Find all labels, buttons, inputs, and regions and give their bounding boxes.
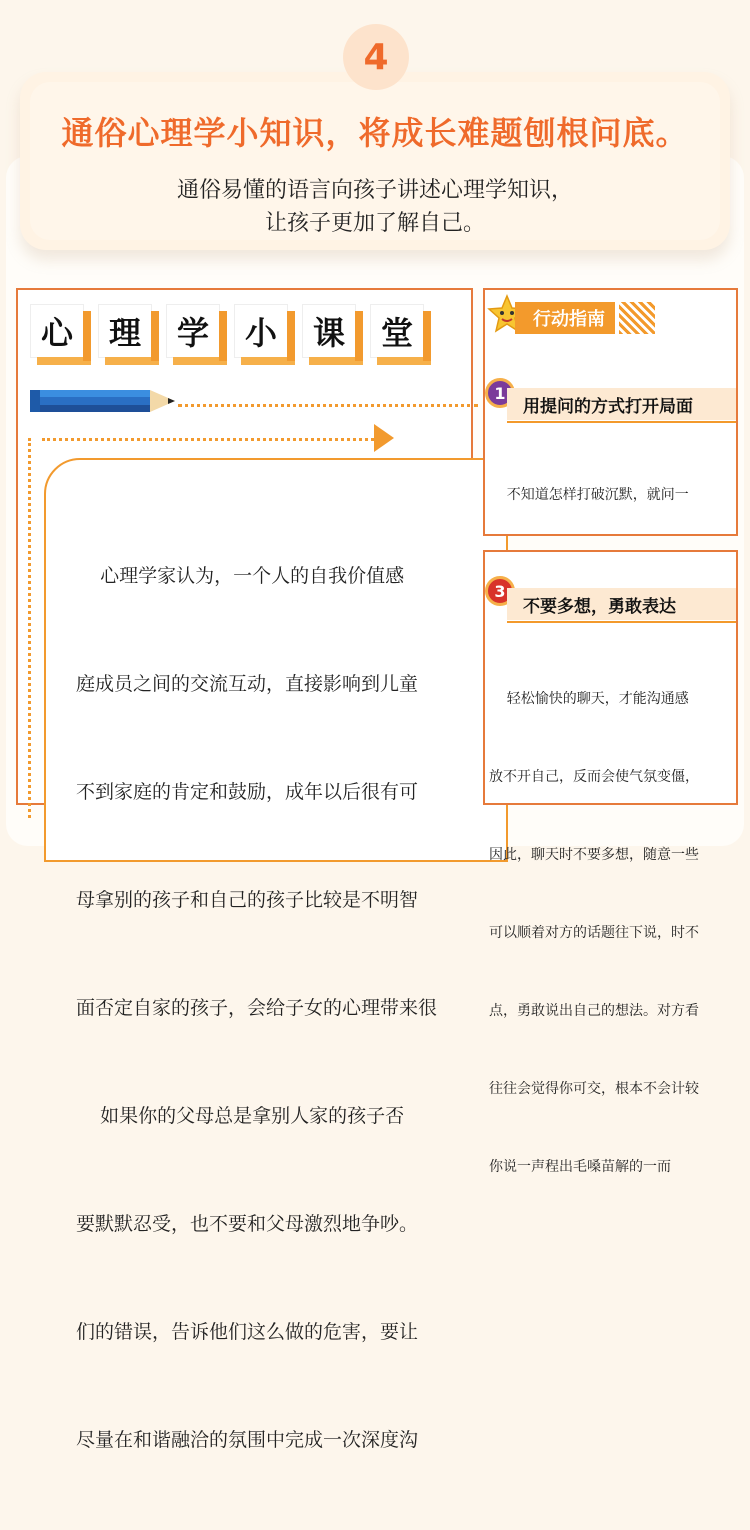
pencil-icon [30, 386, 180, 416]
title-tile: 心 [30, 304, 84, 358]
title-tile: 课 [302, 304, 356, 358]
section-number-badge: 1 [485, 378, 515, 408]
card-line: 轻松愉快的聊天，才能沟通感 [489, 691, 689, 707]
step-number-badge: 4 [343, 24, 409, 90]
body-line: 庭成员之间的交流互动，直接影响到儿童 [76, 673, 419, 695]
title-tile: 学 [166, 304, 220, 358]
arrow-icon [374, 424, 394, 452]
action-guide-card [483, 288, 738, 536]
body-line: 心理学家认为，一个人的自我价值感 [76, 565, 405, 587]
card-line: 点，勇敢说出自己的想法。对方看 [489, 1003, 699, 1019]
section-title-tiles [30, 304, 424, 358]
section-number-badge: 3 [485, 576, 515, 606]
section-title: 用提问的方式打开局面 [507, 388, 736, 420]
title-tile: 小 [234, 304, 288, 358]
tips-card [483, 550, 738, 1175]
body-line: 要默默忍受，也不要和父母激烈地争吵。 [76, 1213, 419, 1235]
card-line: 往往会觉得你可交，根本不会计较 [489, 1081, 699, 1097]
card-line: 你说一声程出毛嗓苗解的一而 [489, 1159, 671, 1175]
section-title: 不要多想，勇敢表达 [507, 588, 736, 620]
body-line: 尽量在和谐融洽的氛围中完成一次深度沟 [76, 1429, 419, 1451]
headline: 通俗心理学小知识，将成长难题刨根问底。 [61, 114, 689, 152]
card-text [489, 634, 749, 1232]
title-tile: 理 [98, 304, 152, 358]
card-line: 因此，聊天时不要多想，随意一些 [489, 847, 699, 863]
body-line: 如果你的父母总是拿别人家的孩子否 [76, 1105, 405, 1127]
action-guide-tag: 行动指南 [515, 302, 615, 334]
card-line: 不知道怎样打破沉默，就问一 [489, 487, 689, 503]
subline-2: 让孩子更加了解自己。 [264, 211, 485, 236]
body-line: 母拿别的孩子和自己的孩子比较是不明智 [76, 889, 419, 911]
card-line: 可以顺着对方的话题往下说，时不 [489, 925, 699, 941]
body-line: 面否定自家的孩子，会给子女的心理带来很 [76, 997, 438, 1019]
body-text [76, 486, 496, 1530]
title-tile: 堂 [370, 304, 424, 358]
body-line: 们的错误，告诉他们这么做的危害，要让 [76, 1321, 419, 1343]
subline-1: 通俗易懂的语言向孩子讲述心理学知识， [176, 178, 573, 203]
book-page-left [16, 288, 473, 1451]
body-line: 不到家庭的肯定和鼓励，成年以后很有可 [76, 781, 419, 803]
card-line: 放不开自己，反而会使气氛变僵， [489, 769, 699, 785]
